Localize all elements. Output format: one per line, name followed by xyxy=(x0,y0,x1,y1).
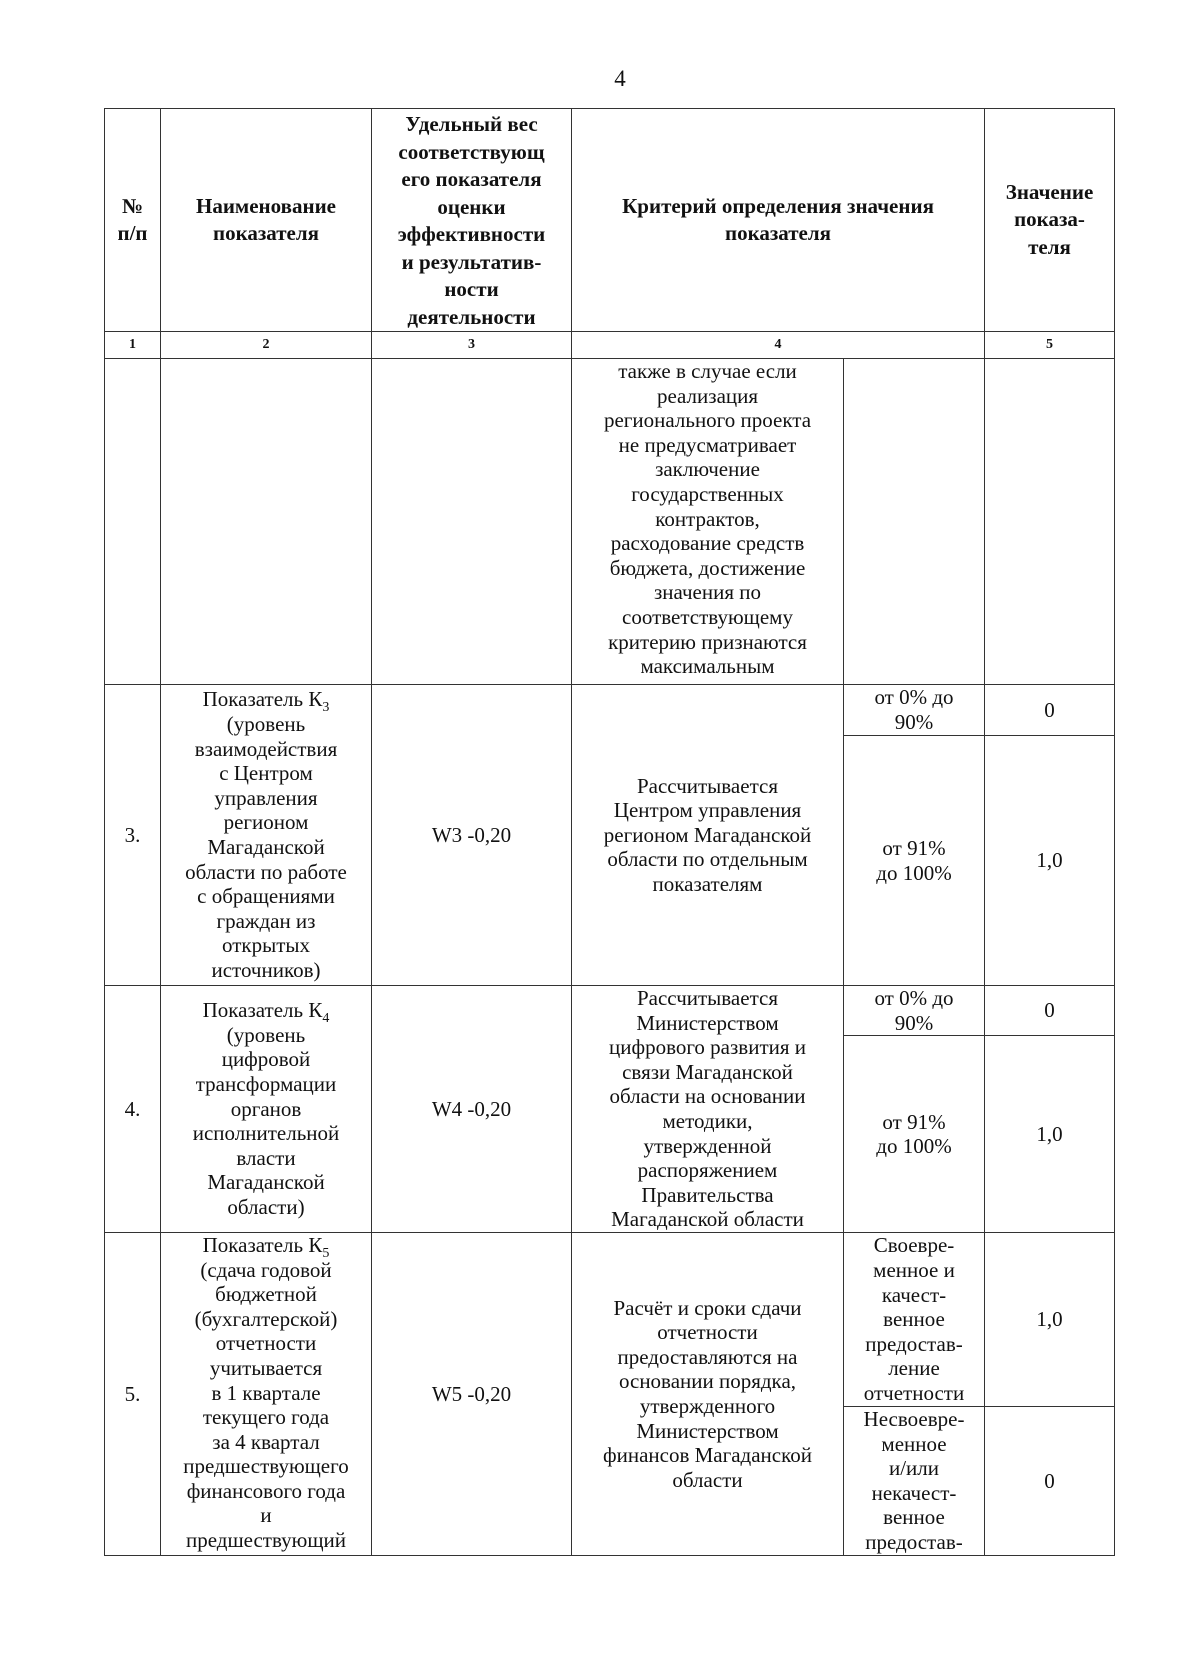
range-cell: Несвоевре- менное и/или некачест- венное предостав- xyxy=(844,1406,985,1555)
table-row xyxy=(105,685,1115,736)
indicators-table xyxy=(104,108,1115,1556)
column-number: 4 xyxy=(572,332,985,359)
indicator-name: Показатель $К_5$ (сдача годовой бюджетной (бухгалтерской) отчетности учитывается в 1 квартале текущего года за 4 квартал предшествующего финансового года и предшествующий xyxy=(161,1232,372,1555)
row-number: 4. xyxy=(105,986,161,1233)
header-name: Наименование показателя xyxy=(161,109,372,332)
range-cell: от 91% до 100% xyxy=(844,1036,985,1233)
indicator-weight: W4 -0,20 xyxy=(372,986,572,1233)
range-cell: от 0% до 90% xyxy=(844,685,985,736)
range-cell: от 91% до 100% xyxy=(844,736,985,986)
column-number: 1 xyxy=(105,332,161,359)
column-number: 5 xyxy=(985,332,1115,359)
indicator-name: Показатель $К_4$ (уровень цифровой трансформации органов исполнительной власти Магаданской области) xyxy=(161,986,372,1233)
header-criterion: Критерий определения значения показателя xyxy=(572,109,985,332)
continuation-criterion: также в случае если реализация регионального проекта не предусматривает заключение государственных контрактов, расходование средств бюджета, достижение значения по соответствующему критерию признаются максимальным xyxy=(572,359,844,685)
value-cell: 1,0 xyxy=(985,1232,1115,1406)
table-row xyxy=(105,986,1115,1036)
value-cell: 0 xyxy=(985,1406,1115,1555)
header-row xyxy=(105,109,1115,332)
column-number-row xyxy=(105,332,1115,359)
value-cell: 1,0 xyxy=(985,736,1115,986)
continuation-row xyxy=(105,359,1115,685)
range-cell: от 0% до 90% xyxy=(844,986,985,1036)
indicator-weight: W5 -0,20 xyxy=(372,1232,572,1555)
header-value: Значение показа- теля xyxy=(985,109,1115,332)
header-weight: Удельный вес соответствующ его показателя оценки эффективности и результатив- ности деятельности xyxy=(372,109,572,332)
indicator-criterion: Рассчитывается Министерством цифрового развития и связи Магаданской области на основании методики, утвержденной распоряжением Правительства Магаданской области xyxy=(572,986,844,1233)
range-cell: Своевре- менное и качест- венное предостав- ление отчетности xyxy=(844,1232,985,1406)
row-number: 5. xyxy=(105,1232,161,1555)
value-cell: 1,0 xyxy=(985,1036,1115,1233)
indicator-criterion: Рассчитывается Центром управления регионом Магаданской области по отдельным показателям xyxy=(572,685,844,986)
column-number: 2 xyxy=(161,332,372,359)
table-row xyxy=(105,1232,1115,1406)
value-cell: 0 xyxy=(985,685,1115,736)
row-number: 3. xyxy=(105,685,161,986)
value-cell: 0 xyxy=(985,986,1115,1036)
indicator-name: Показатель $К_3$ (уровень взаимодействия с Центром управления регионом Магаданской области по работе с обращениями граждан из открытых источников) xyxy=(161,685,372,986)
indicator-criterion: Расчёт и сроки сдачи отчетности предоставляются на основании порядка, утвержденного Министерством финансов Магаданской области xyxy=(572,1232,844,1555)
column-number: 3 xyxy=(372,332,572,359)
indicator-weight: W3 -0,20 xyxy=(372,685,572,986)
header-num: № п/п xyxy=(105,109,161,332)
page-number: 4 xyxy=(614,66,626,91)
